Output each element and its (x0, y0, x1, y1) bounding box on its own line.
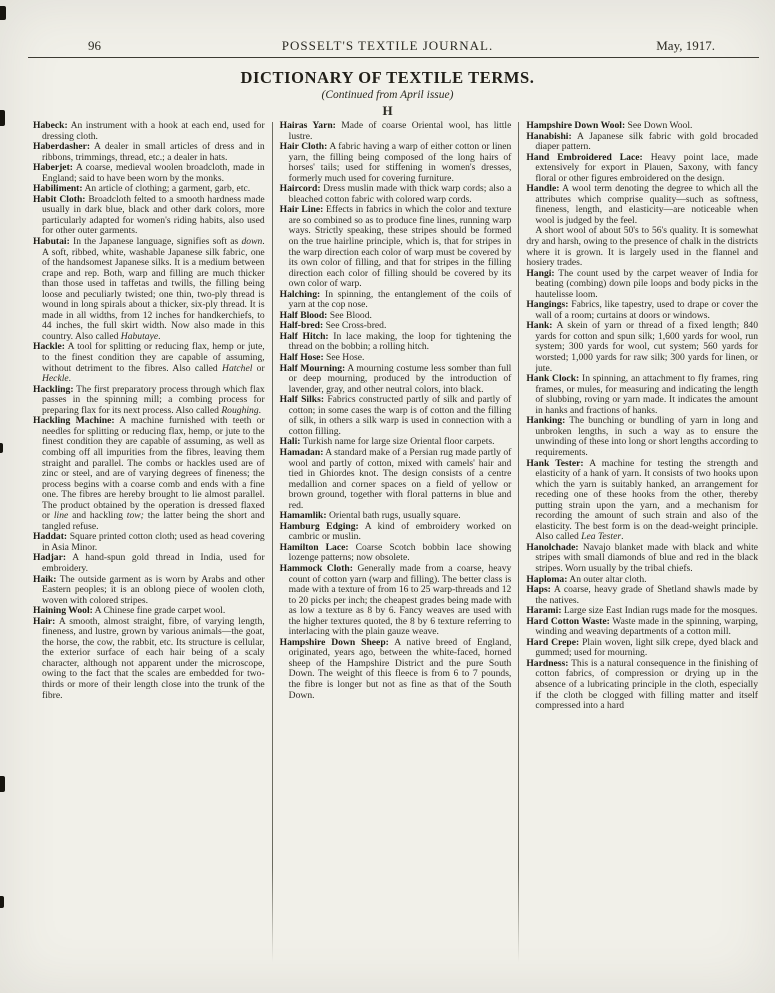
dictionary-entry: Hank: A skein of yarn or thread of a fixed length; 840 yards for cotton and spun silk; 1,600 yards for wool, run system; 300 yards for wool, cut system; 560 yards for worsted; 1,000 yards for raw silk; 300 yards for linen, or jute. (526, 320, 759, 374)
entry-term: Habutai: (33, 236, 70, 248)
dictionary-entry: Hadjar: A hand-spun gold thread in India, used for embroidery. (33, 552, 265, 574)
entry-term: Hackling: (33, 383, 74, 395)
scan-artifact (0, 896, 4, 908)
dictionary-entry: Habutai: In the Japanese language, signifies soft as down. A soft, ribbed, white, washable Japanese silk fabric, one of the handsomest Japanese silks. It is a medium between crape and rep. Both, warp and filling are much thicker than those used in taffetas and twills, the filling being loose and peculiarly twisted; one thin, two-ply thread is wound in long spirals about a thicker, six-ply thread. It is made in all widths, from 12 inches for handkerchiefs, to 44 inches, the full skirt width. Now also made in this country. Also called Habutaye. (33, 236, 265, 342)
entry-term: Hard Crepe: (526, 636, 580, 648)
dictionary-entry: Haircord: Dress muslin made with thick warp cords; also a bleached cotton fabric with colored warp cords. (279, 183, 512, 205)
dictionary-entry: Hard Cotton Waste: Waste made in the spinning, warping, winding and weaving departments of a cotton mill. (526, 615, 759, 638)
dictionary-entry: Half Silks: Fabrics constructed partly of silk and partly of cotton; in some cases the warp is of cotton and the filling of silk, in others a silk warp is used in connection with a cotton filling. (279, 394, 512, 437)
dictionary-entry: Half Blood: See Blood. (279, 309, 372, 321)
entry-term: Hamilton Lace: (279, 541, 349, 553)
entry-term: Hamamlik: (279, 510, 327, 522)
entry-term: Hampshire Down Sheep: (279, 636, 389, 648)
header-rule (28, 57, 759, 58)
entry-term: Hangi: (526, 267, 555, 279)
dictionary-entry: Hamadan: A standard make of a Persian rug made partly of wool and partly of cotton, mixed with camels' hair and tied in Ghiordes knot. The design consists of a centre medallion and corner spaces on a field of yellow or brown ground, together with floral patterns in blue and red. (279, 446, 512, 511)
dictionary-entry: Hamamlik: Oriental bath rugs, usually square. (279, 510, 461, 522)
entry-term: Halching: (279, 288, 321, 300)
entry-term: Half Blood: (279, 309, 328, 321)
page-number: 96 (88, 38, 101, 53)
issue-date: May, 1917. (656, 38, 715, 53)
entry-term: Hackle: (33, 341, 65, 353)
dictionary-entry: Hardness: This is a natural consequence in the finishing of cotton fabrics, of compression or drying up in the absence of a lubricating principle in the cloth, especially if the cloth be clogged with filling matter and itself compressed into a hard (526, 657, 759, 712)
entry-term: Haik: (33, 573, 57, 585)
entry-term: Haircord: (279, 183, 321, 195)
dictionary-entry: Habit Cloth: Broadcloth felted to a smooth hardness made usually in dark blue, black and other dark colors, more particularly adapted for women's riding habits, also used for other outer garments. (33, 193, 265, 237)
dictionary-entry: Hanolchade: Navajo blanket made with black and white stripes with small diamonds of blue and red in the black stripes. Worn usually by the tribal chiefs. (526, 541, 759, 574)
entry-term: Hank: (526, 320, 553, 332)
dictionary-entry: Hanabishi: A Japanese silk fabric with gold brocaded diaper pattern. (526, 130, 759, 153)
running-head (0, 38, 775, 56)
dictionary-entry: Handle: A wool term denoting the degree to which all the attributes which comprise quality—such as softness, fineness, length, and elasticity—are noticeable when wool is judged by the feel. (526, 183, 759, 226)
dictionary-entry: Hair: A smooth, almost straight, fibre, of varying length, fineness, and lustre, grown by various animals—the goat, the horse, the cow, the rabbit, etc. Its structure is cellular, the exterior surface of each hair being of a scaly character, although not apparent under the microscope, owing to the fact that the scales are embedded for two-thirds or more of their length close into the trunk of the fibre. (33, 615, 265, 701)
dictionary-entry: A short wool of about 50's to 56's quality. It is somewhat dry and harsh, owing to the presence of chalk in the districts where it is grown. It is largely used in the flannel and hosiery trades. (526, 225, 759, 269)
entry-term: Hand Embroidered Lace: (526, 151, 643, 163)
dictionary-entry: Hammock Cloth: Generally made from a coarse, heavy count of cotton yarn (warp and filling). The better class is made with a texture of from 16 to 25 warp-threads and 12 to 20 picks per inch; the cheapest grades being made with as low a texture as 8 by 6. Fancy weaves are used with the higher textures quoted, the 8 by 6 texture referring to interlacing with the plain gauze weave. (279, 562, 512, 638)
dictionary-entry: Hampshire Down Wool: See Down Wool. (526, 121, 693, 131)
entry-term: Haberdasher: (33, 141, 91, 153)
entry-term: Hair Line: (279, 204, 324, 216)
dictionary-entry: Hand Embroidered Lace: Heavy point lace, made extensively for export in Plauen, Saxony, with fancy floral or other figures embroidered on the design. (526, 151, 759, 184)
scan-artifact (0, 6, 6, 20)
entry-term: Half Hitch: (279, 330, 329, 342)
entry-term: Hamburg Edging: (279, 520, 359, 532)
dictionary-entry: Haberjet: A coarse, medieval woolen broadcloth, made in England; said to have been worn by the monks. (33, 162, 265, 184)
dictionary-entry: Hanking: The bunching or bundling of yarn in long and unbroken lengths, in such a way as to ensure the unwinding of these into long or short lengths according to requirements. (526, 415, 759, 458)
dictionary-entry: Half Mourning: A mourning costume less somber than full or deep mourning, produced by the introduction of lavender, gray, and other neutral colors, into black. (279, 362, 512, 395)
dictionary-entry: Haddat: Square printed cotton cloth; used as head covering in Asia Minor. (33, 531, 265, 553)
column-divider (518, 122, 519, 988)
dictionary-entry: Hamburg Edging: A kind of embroidery worked on cambric or muslin. (279, 520, 512, 543)
dictionary-entry: Hairas Yarn: Made of coarse Oriental wool, has little lustre. (279, 121, 512, 142)
entry-term: Habiliment: (33, 183, 83, 195)
dictionary-entry: Harami: Large size East Indian rugs made for the mosques. (526, 605, 758, 617)
entry-term: Half Hose: (279, 352, 324, 364)
entry-term: Harami: (526, 605, 562, 617)
entry-term: Haploma: (526, 573, 568, 585)
scan-artifact (0, 776, 5, 792)
dictionary-entry: Haps: A coarse, heavy grade of Shetland shawls made by the natives. (526, 584, 759, 606)
dictionary-entry: Hali: Turkish name for large size Oriental floor carpets. (279, 436, 495, 448)
entry-term: Hanking: (526, 415, 566, 427)
dictionary-entry: Haik: The outside garment as is worn by Arabs and other Eastern peoples; it is an oblong piece of woolen cloth, woven with colored stripes. (33, 573, 265, 606)
entry-term: Hangings: (526, 299, 569, 311)
entry-term: Half-bred: (279, 320, 324, 332)
entry-term: Hairas Yarn: (279, 121, 336, 131)
entry-term: Hardness: (526, 657, 569, 669)
dictionary-entry: Halching: In spinning, the entanglement of the coils of yarn at the cop nose. (279, 288, 512, 311)
entry-term: Hampshire Down Wool: (526, 121, 626, 131)
dictionary-entry: Hackling Machine: A machine furnished with teeth or needles for splitting or reducing flax, hemp, or jute to the finest condition they are capable of assuming, as well as combing off all impurities from the fibres, leaving them straight and parallel. The combs or hackles used are of zinc or steel, and are of varying degrees of fineness; the process begins with a coarse comb and ends with a fine one. The fibres are hereby brought to lie almost parallel. The product obtained by the operation is dressed flaxed or line and hackling tow; the latter being the short and tangled refuse. (33, 415, 265, 532)
dictionary-entry: Half Hose: See Hose. (279, 352, 365, 364)
entry-term: Hard Cotton Waste: (526, 615, 610, 627)
dictionary-entry: Hair Cloth: A fabric having a warp of either cotton or linen yarn, the filling being composed of the long hairs of horses' tails; used for stiffening in women's dresses, formerly much used for covering furniture. (279, 141, 512, 184)
entry-term: Hackling Machine: (33, 415, 115, 427)
dictionary-entry: Hampshire Down Sheep: A native breed of England, originated, years ago, between the white-faced, horned sheep of the Hampshire District and the pure South Down. The weight of this fleece is from 6 to 7 pounds, the fibre is longer but not as fine as that of the South Down. (279, 636, 512, 701)
dictionary-entry: Haining Wool: A Chinese fine grade carpet wool. (33, 605, 226, 617)
entry-term: Half Silks: (279, 394, 325, 406)
dictionary-entry: Hangings: Fabrics, like tapestry, used to drape or cover the wall of a room; curtains at doors or windows. (526, 299, 759, 321)
dictionary-entry: Hank Clock: In spinning, an attachment to fly frames, ring frames, or mules, for measuring and indicating the length of slubbing, roving or yarn made. It indicates the amount in hanks and fractions of hanks. (526, 373, 759, 416)
entry-term: Hanabishi: (526, 130, 572, 142)
dictionary-entry: Hard Crepe: Plain woven, light silk crepe, dyed black and gummed; used for mourning. (526, 636, 759, 659)
scan-artifact (0, 443, 3, 453)
entry-term: Hammock Cloth: (279, 562, 353, 574)
entry-term: Hank Tester: (526, 457, 584, 469)
dictionary-entry: Half Hitch: In lace making, the loop for tightening the thread on the bobbin; a rolling hitch. (279, 330, 512, 353)
entry-term: Hair Cloth: (279, 141, 328, 153)
entry-term: Habeck: (33, 121, 68, 131)
column-2 (274, 121, 518, 988)
entry-term: Haddat: (33, 531, 68, 543)
entry-term: Hair: (33, 615, 56, 627)
dictionary-entry: Hair Line: Effects in fabrics in which the color and texture are so combined so as to produce fine lines, running warp ways. Strictly speaking, these stripes should be formed on the true hairline principle, which is, that for stripes in the warp direction each color of warp must be covered by its own color of filling, and that for stripes in the filling direction each color of filling should be covered by its own color of warp. (279, 204, 512, 290)
entry-term: Hali: (279, 436, 301, 448)
entry-term: Haps: (526, 584, 551, 596)
column-1 (33, 121, 271, 988)
dictionary-body (33, 121, 758, 988)
column-3 (520, 121, 758, 988)
entry-term: Hanolchade: (526, 541, 579, 553)
entry-term: Hadjar: (33, 552, 67, 564)
column-divider (272, 122, 273, 988)
dictionary-entry: Haploma: An outer altar cloth. (526, 573, 647, 585)
dictionary-entry: Hackling: The first preparatory process through which flax passes in the spinning mill; a combing process for preparing flax for its next process. Also called Roughing. (33, 383, 265, 416)
dictionary-entry: Habiliment: An article of clothing; a garment, garb, etc. (33, 183, 251, 195)
dictionary-entry: Hamilton Lace: Coarse Scotch bobbin lace showing lozenge patterns; now obsolete. (279, 541, 512, 564)
entry-term: Hamadan: (279, 446, 324, 458)
dictionary-entry: Hangi: The count used by the carpet weaver of India for beating (combing) down pile loops and body picks in the hautelisse loom. (526, 267, 759, 300)
dictionary-entry: Habeck: An instrument with a hook at each end, used for dressing cloth. (33, 121, 265, 142)
section-letter: H (382, 103, 393, 118)
dictionary-entry: Half-bred: See Cross-bred. (279, 320, 387, 332)
journal-title: POSSELT'S TEXTILE JOURNAL. (281, 38, 494, 53)
dictionary-entry: Hank Tester: A machine for testing the strength and elasticity of a hank of yarn. It consists of two hooks upon which the yarn is suitably hanked, an arrangement for receding one of these hooks from the other, thereby putting strain upon the yarn, and a mechanism for recording the amount of such strain and also of the elasticity. The best form is on the dead-weight principle. Also called Lea Tester. (526, 457, 759, 543)
entry-term: Hank Clock: (526, 373, 580, 385)
dictionary-entry: Hackle: A tool for splitting or reducing flax, hemp or jute, to the finest condition they are capable of assuming, without detriment to the fibres. Also called Hatchel or Heckle. (33, 341, 265, 385)
entry-term: Haberjet: (33, 162, 73, 174)
dictionary-entry: Haberdasher: A dealer in small articles of dress and in ribbons, trimmings, thread, etc.; a dealer in hats. (33, 141, 265, 163)
entry-term: Haining Wool: (33, 605, 93, 617)
entry-term: Half Mourning: (279, 362, 346, 374)
entry-term: Habit Cloth: (33, 193, 86, 205)
article-title: DICTIONARY OF TEXTILE TERMS. (240, 68, 535, 87)
article-subtitle: (Continued from April issue) (321, 89, 454, 101)
entry-term: Handle: (526, 183, 560, 195)
